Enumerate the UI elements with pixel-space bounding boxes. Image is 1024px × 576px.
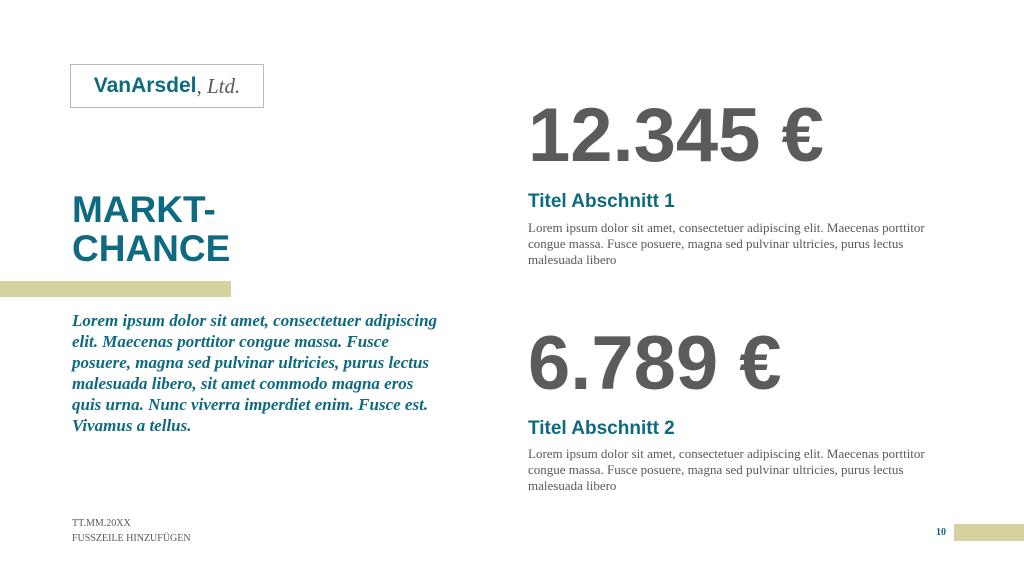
section-2-title: Titel Abschnitt 2 [528, 418, 675, 439]
slide-title-line-2: CHANCE [72, 228, 231, 269]
logo-suffix: , Ltd. [196, 73, 241, 98]
section-1-body: Lorem ipsum dolor sit amet, consectetuer adipiscing elit. Maecenas porttitor congue massa. Fusce posuere, magna sed pulvinar ultricies, purus lectus malesuada libero [528, 220, 925, 267]
section-2-value: 6.789 € [528, 321, 782, 406]
footer-text: FUSSZEILE HINZUFÜGEN [72, 533, 191, 544]
intro-paragraph: Lorem ipsum dolor sit amet, consectetuer adipiscing elit. Maecenas porttitor congue massa. Fusce posuere, magna sed pulvinar ultricies, purus lectus malesuada libero, sit amet commodo magna eros quis urna. Nunc viverra imperdiet enim. Fusce est. Vivamus a tellus. [72, 311, 438, 435]
company-logo [70, 64, 264, 108]
accent-band-left [0, 281, 231, 297]
section-2-body: Lorem ipsum dolor sit amet, consectetuer adipiscing elit. Maecenas porttitor congue massa. Fusce posuere, magna sed pulvinar ultricies, purus lectus malesuada libero [528, 446, 925, 493]
section-1-value: 12.345 € [528, 93, 824, 178]
logo-brand: VanArsdel [93, 74, 197, 97]
slide-title [72, 190, 332, 268]
slide-title-line-1: MARKT- [72, 189, 216, 230]
page-number: 10 [936, 527, 946, 538]
section-1-title: Titel Abschnitt 1 [528, 191, 675, 212]
footer-date: TT.MM.20XX [72, 518, 131, 529]
accent-band-right [954, 524, 1024, 541]
